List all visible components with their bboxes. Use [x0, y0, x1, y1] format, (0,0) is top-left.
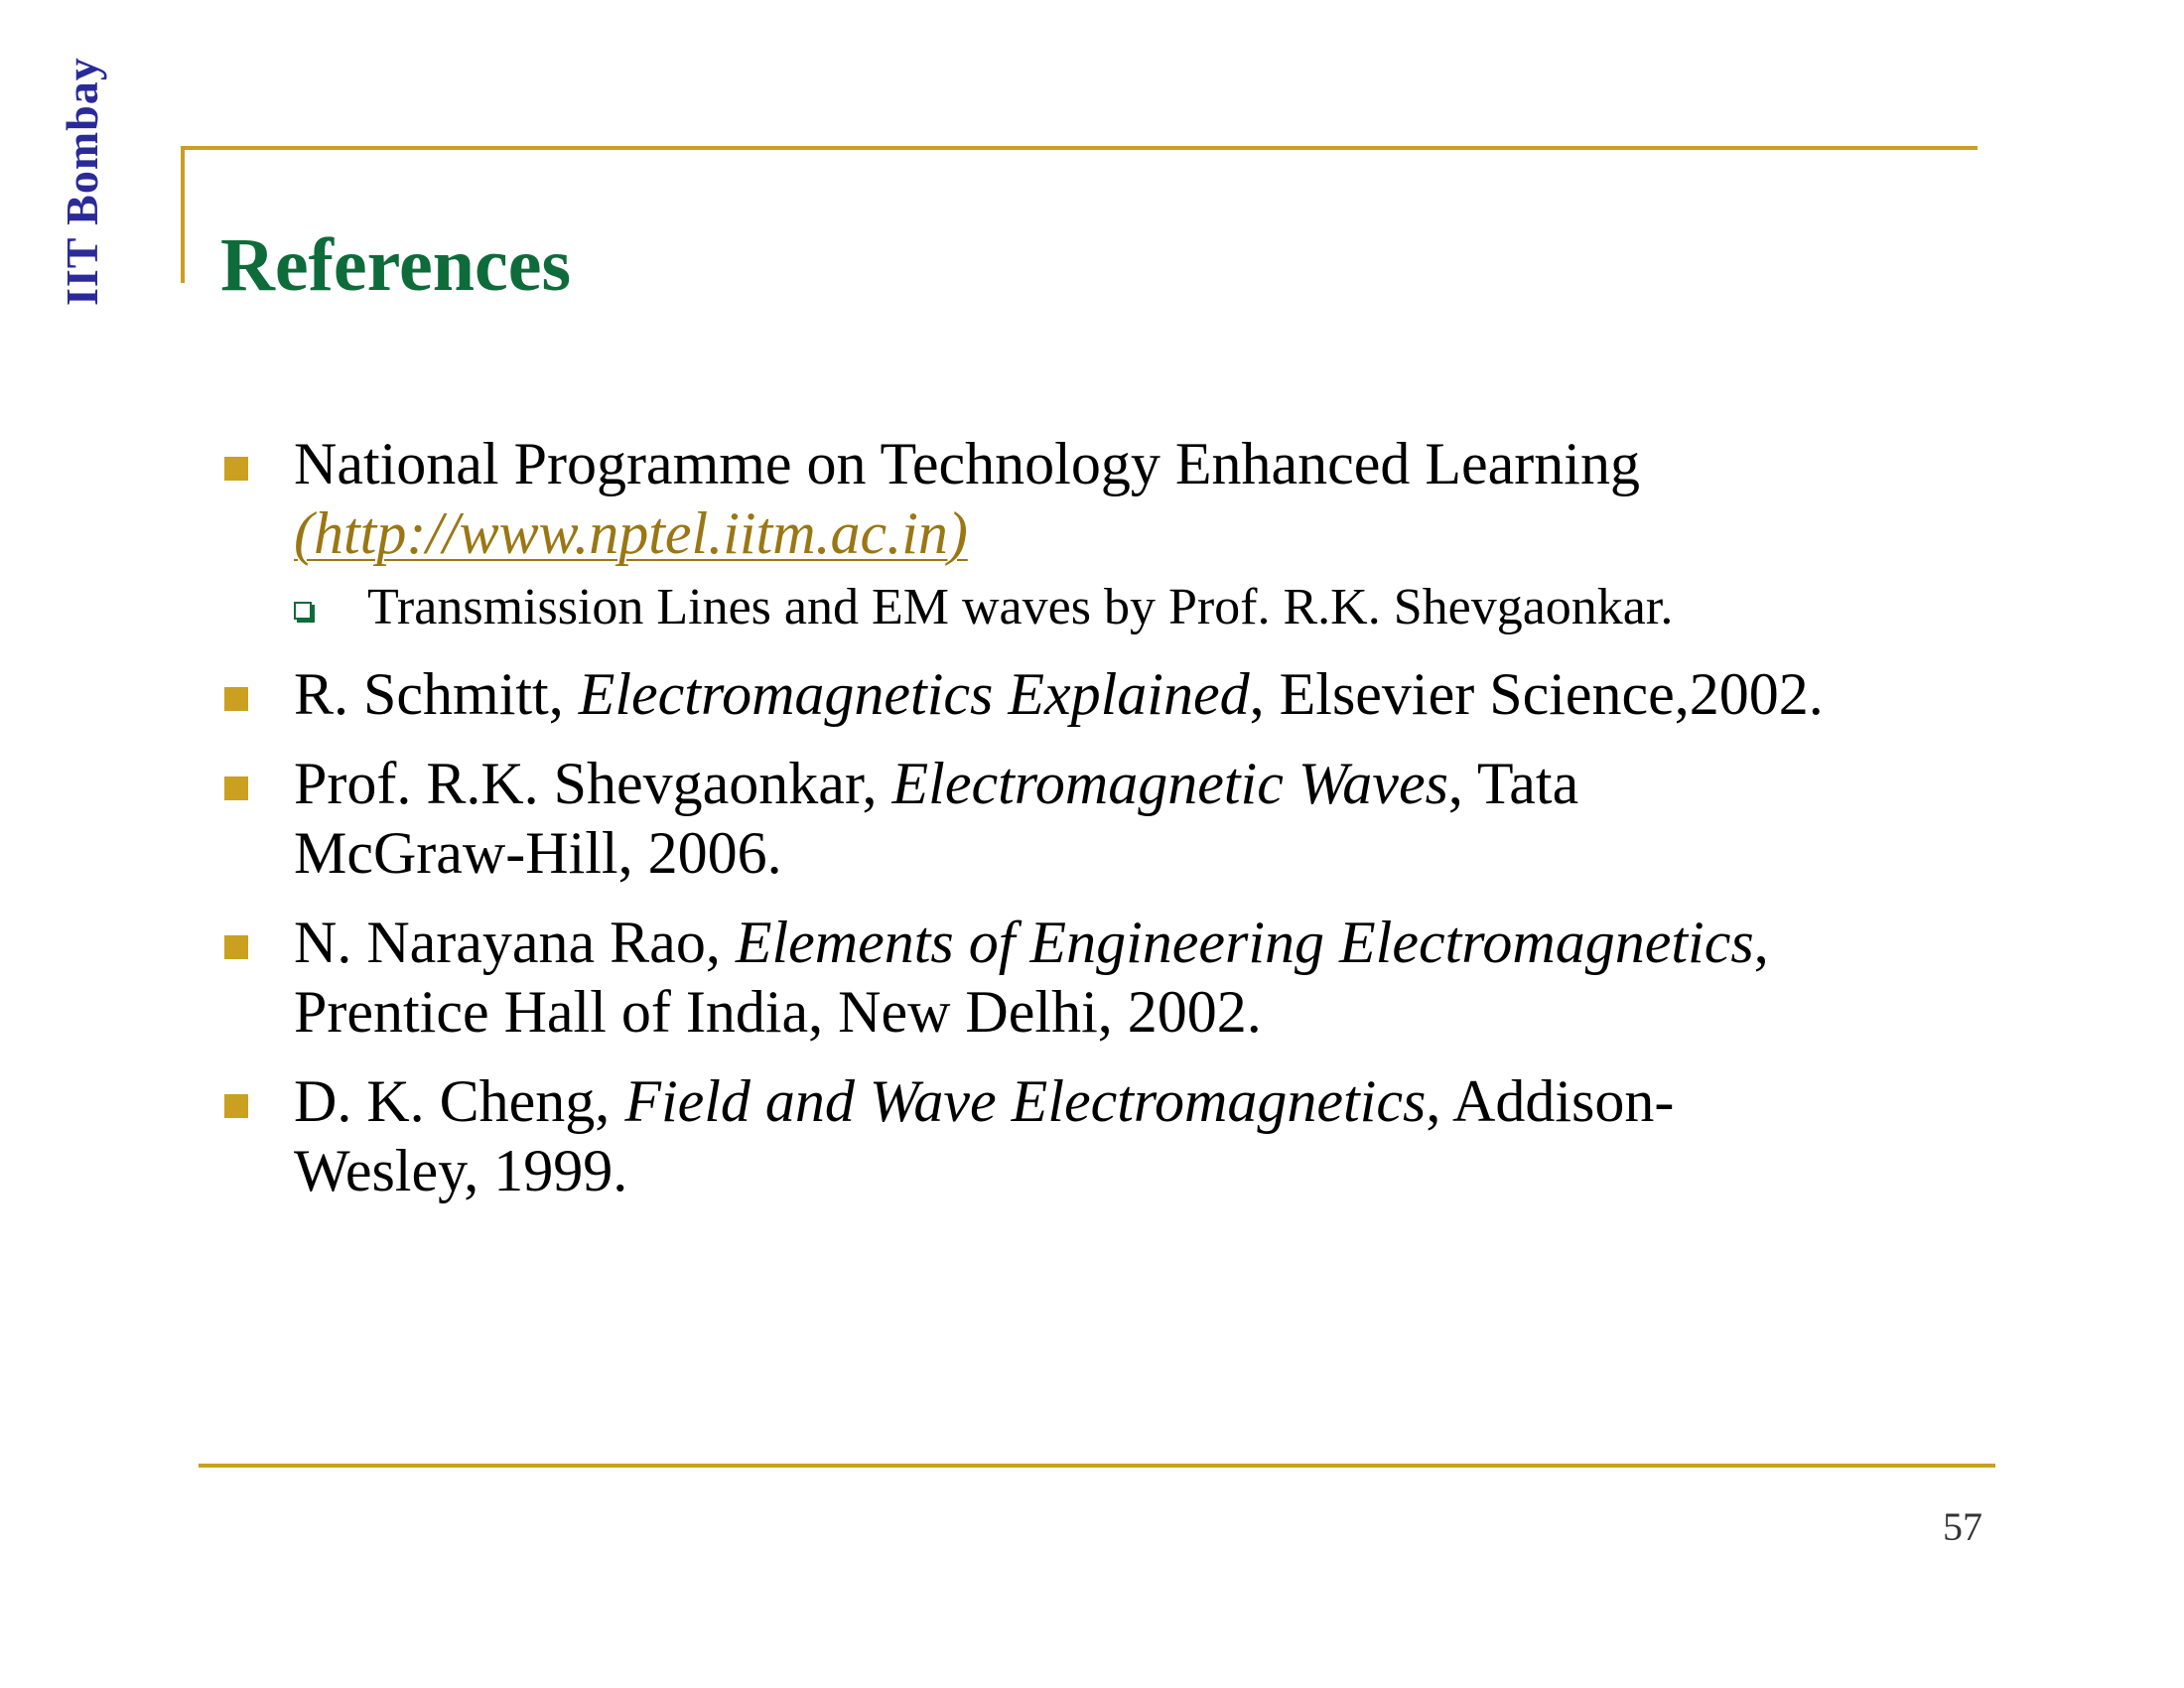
reference-line	[294, 749, 2027, 818]
reference-text: Wesley, 1999.	[294, 1138, 628, 1203]
reference-text: ,	[1753, 910, 1769, 975]
reference-text: , Addison-	[1426, 1068, 1675, 1134]
reference-book-title: Field and Wave Electromagnetics	[624, 1068, 1427, 1134]
bottom-divider	[199, 1464, 1995, 1468]
reference-item	[220, 659, 2027, 729]
sub-item-text: Transmission Lines and EM waves by Prof. R.K. Shevgaonkar.	[367, 579, 1674, 635]
reference-line	[294, 818, 2027, 888]
reference-link[interactable]: (http://www.nptel.iitm.ac.in)	[294, 500, 968, 566]
institution-label: IIT Bombay	[57, 57, 107, 306]
reference-item	[220, 1066, 2027, 1205]
reference-line	[294, 908, 2027, 977]
hollow-square-bullet-icon	[294, 602, 312, 620]
reference-line	[294, 1136, 2027, 1205]
reference-text: R. Schmitt,	[294, 661, 579, 727]
page-number: 57	[1943, 1504, 1982, 1549]
reference-line	[294, 498, 2027, 568]
slide-title: References	[220, 222, 572, 307]
square-bullet-icon	[224, 1094, 248, 1118]
reference-line	[294, 429, 2027, 498]
square-bullet-icon	[224, 457, 248, 481]
top-divider	[181, 146, 1978, 150]
reference-item	[220, 749, 2027, 888]
square-bullet-icon	[224, 687, 248, 711]
reference-line	[294, 977, 2027, 1047]
reference-text: Prof. R.K. Shevgaonkar,	[294, 751, 892, 816]
reference-text: , Tata	[1447, 751, 1579, 816]
reference-text: Prentice Hall of India, New Delhi, 2002.	[294, 979, 1262, 1045]
reference-text: McGraw-Hill, 2006.	[294, 820, 782, 886]
reference-sub-item	[294, 576, 2027, 639]
reference-book-title: Elements of Engineering Electromagnetics	[735, 910, 1754, 975]
reference-item	[220, 908, 2027, 1047]
title-side-divider	[181, 146, 185, 283]
reference-text: D. K. Cheng,	[294, 1068, 625, 1134]
reference-text: N. Narayana Rao,	[294, 910, 736, 975]
reference-line	[294, 1066, 2027, 1136]
reference-book-title: Electromagnetic Waves	[891, 751, 1448, 816]
reference-item	[220, 429, 2027, 639]
reference-text: , Elsevier Science,2002.	[1249, 661, 1824, 727]
reference-line	[294, 659, 2027, 729]
square-bullet-icon	[224, 776, 248, 800]
reference-book-title: Electromagnetics Explained	[578, 661, 1250, 727]
square-bullet-icon	[224, 935, 248, 959]
reference-text: National Programme on Technology Enhanced Learning	[294, 431, 1640, 496]
reference-list	[220, 429, 2027, 1225]
